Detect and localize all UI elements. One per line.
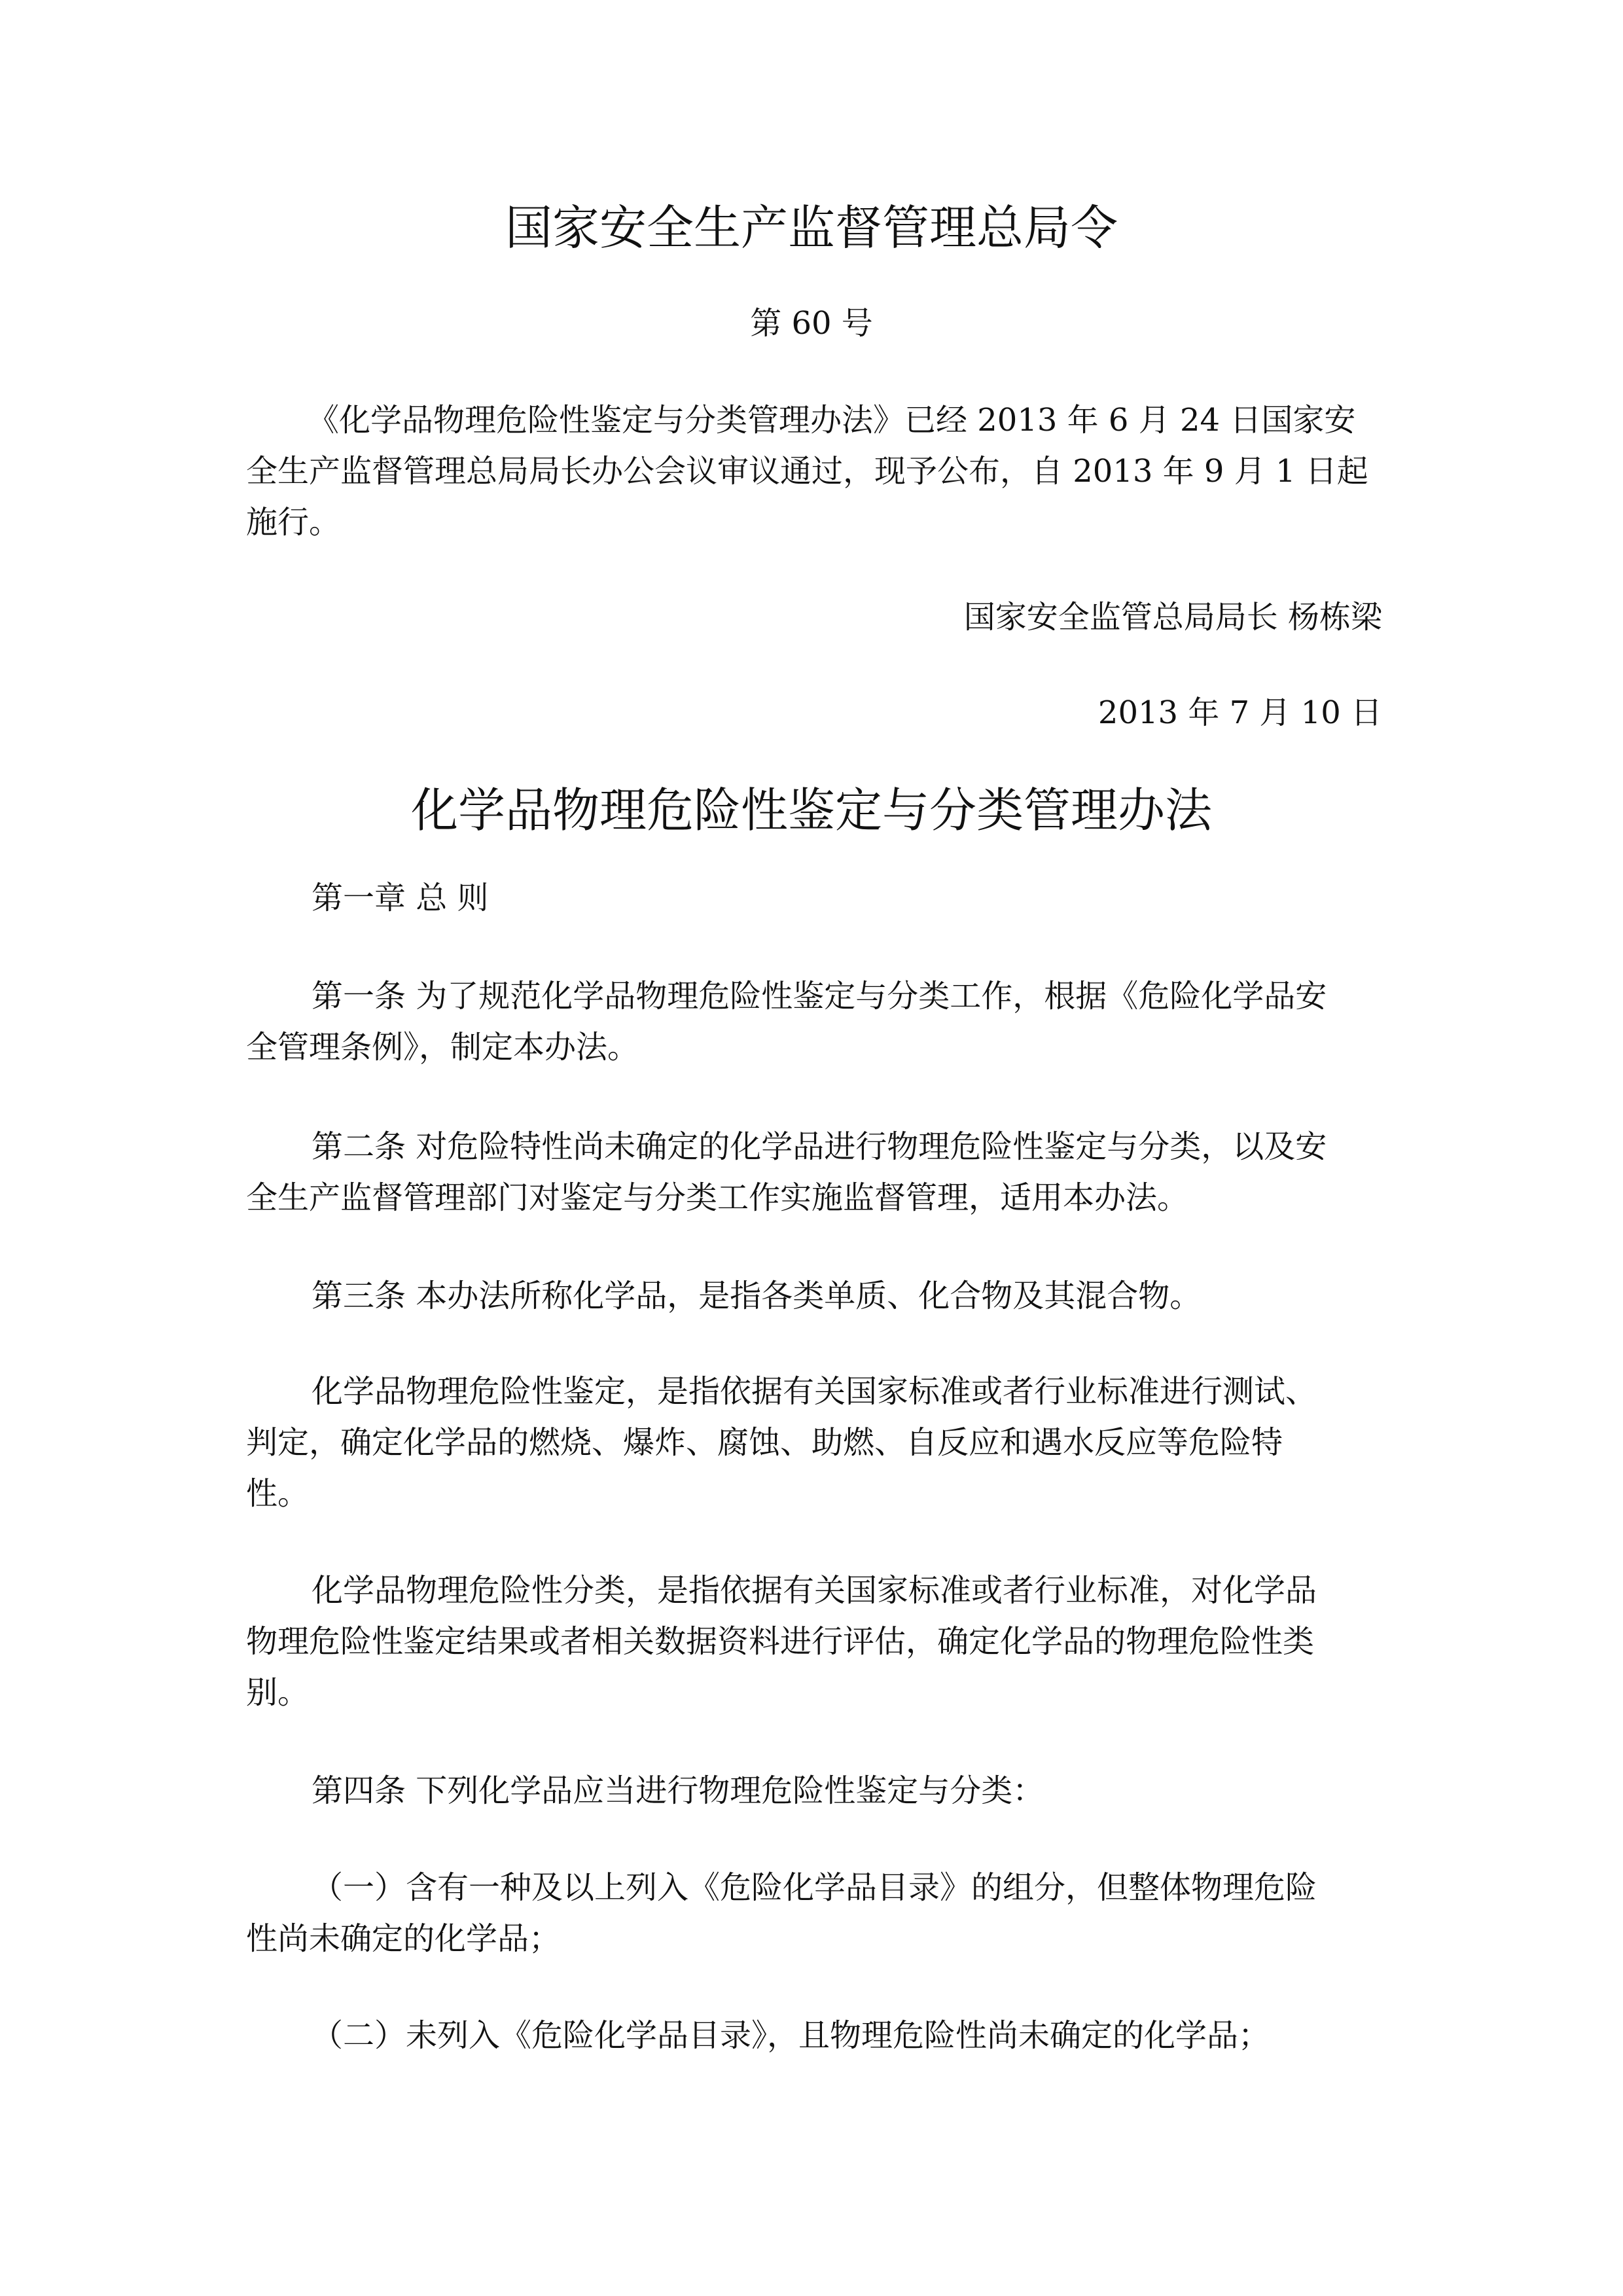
preamble-line-1: 《化学品物理危险性鉴定与分类管理办法》已经 2013 年 6 月 24 日国家安 <box>308 402 1356 439</box>
classification-line-2: 物理危险性鉴定结果或者相关数据资料进行评估，确定化学品的物理危险性类 <box>246 1623 1315 1660</box>
item-2: （二）未列入《危险化学品目录》，且物理危险性尚未确定的化学品； <box>312 2017 1270 2054</box>
article-3: 第三条 本办法所称化学品，是指各类单质、化合物及其混合物。 <box>312 1278 1202 1314</box>
article-1-line-1: 第一条 为了规范化学品物理危险性鉴定与分类工作，根据《危险化学品安 <box>312 978 1327 1014</box>
classification-line-3: 别。 <box>246 1674 310 1711</box>
item-1-line-1: （一）含有一种及以上列入《危险化学品目录》的组分，但整体物理危险 <box>312 1869 1317 1906</box>
issue-date: 2013 年 7 月 10 日 <box>1097 694 1382 731</box>
signature: 国家安全监管总局局长 杨栋梁 <box>963 599 1382 636</box>
article-2-line-2: 全生产监督管理部门对鉴定与分类工作实施监督管理，适用本办法。 <box>246 1179 1189 1216</box>
article-1-line-2: 全管理条例》，制定本办法。 <box>246 1029 639 1066</box>
article-4: 第四条 下列化学品应当进行物理危险性鉴定与分类： <box>312 1772 1044 1809</box>
order-number: 第 60 号 <box>750 305 873 342</box>
identification-line-2: 判定，确定化学品的燃烧、爆炸、腐蚀、助燃、自反应和遇水反应等危险特 <box>246 1424 1283 1461</box>
order-title: 国家安全生产监督管理总局令 <box>505 200 1118 255</box>
article-2-line-1: 第二条 对危险特性尚未确定的化学品进行物理危险性鉴定与分类，以及安 <box>312 1128 1327 1165</box>
preamble-line-3: 施行。 <box>246 504 341 541</box>
preamble-line-2: 全生产监督管理总局局长办公会议审议通过，现予公布，自 2013 年 9 月 1 日起 <box>246 453 1368 490</box>
chapter-1-heading: 第一章 总 则 <box>312 880 489 916</box>
identification-line-3: 性。 <box>246 1475 310 1512</box>
item-1-line-2: 性尚未确定的化学品； <box>246 1920 561 1957</box>
measures-title: 化学品物理危险性鉴定与分类管理办法 <box>410 783 1212 838</box>
identification-line-1: 化学品物理危险性鉴定，是指依据有关国家标准或者行业标准进行测试、 <box>312 1373 1317 1410</box>
classification-line-1: 化学品物理危险性分类，是指依据有关国家标准或者行业标准，对化学品 <box>312 1572 1317 1609</box>
